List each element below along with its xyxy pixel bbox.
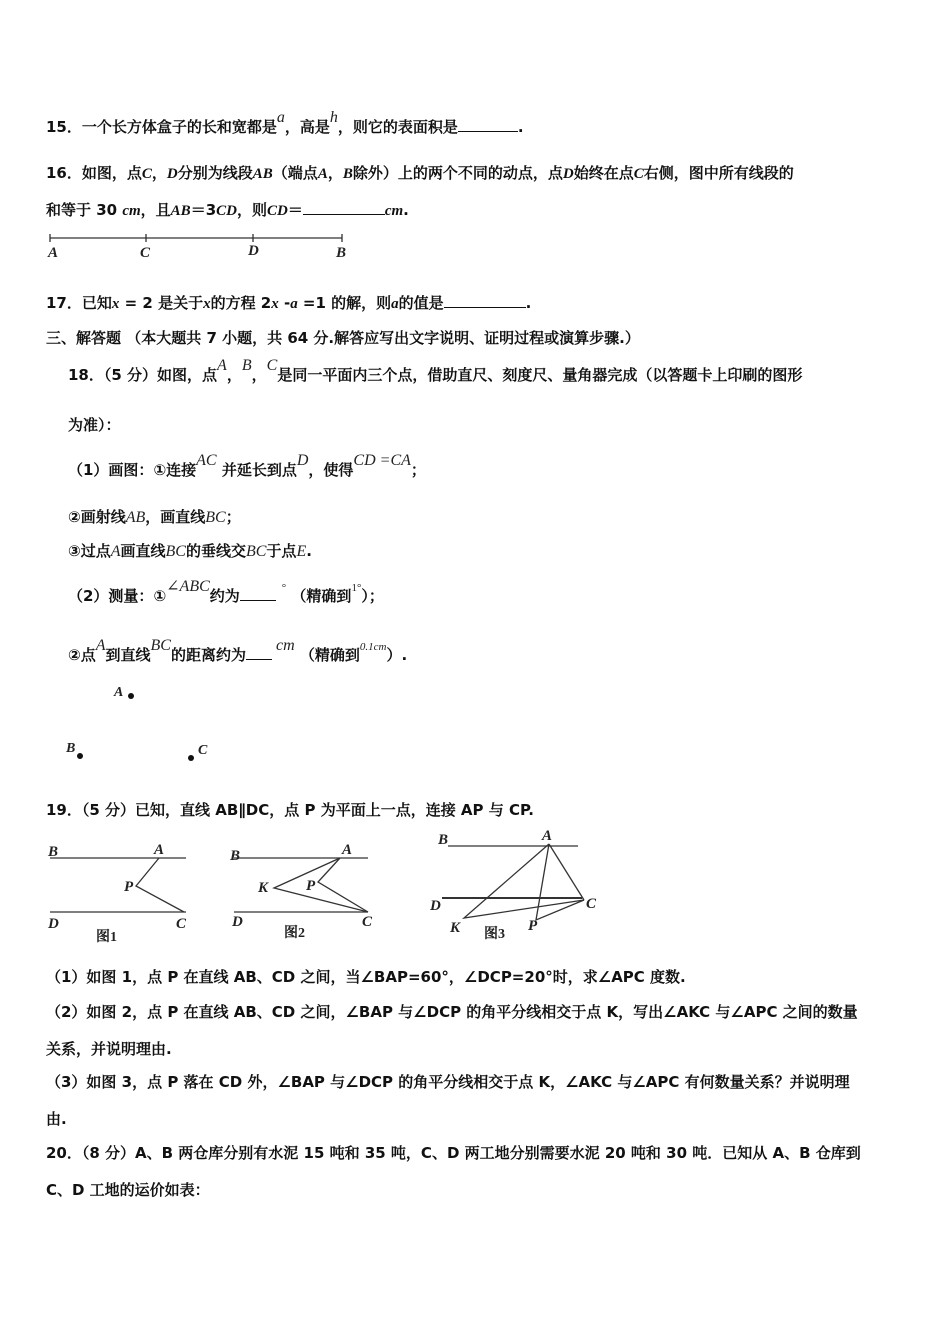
q18-points-figure	[60, 682, 260, 772]
q18-part2-1: （2）测量：①∠ABC约为 ° （精确到$^{1^\circ}$）；	[68, 578, 384, 605]
answer-blank	[458, 117, 518, 132]
svg-text:B: B	[438, 832, 449, 848]
svg-text:C: C	[586, 896, 597, 912]
q19-part2: （2）如图 2，点 P 在直线 AB、CD 之间，∠BAP 与∠DCP 的角平分线相交于点 K，写出∠AKC 与∠APC 之间的数量	[46, 1003, 858, 1021]
point-B	[77, 753, 83, 759]
q19-part3: （3）如图 3，点 P 落在 CD 外，∠BAP 与∠DCP 的角平分线相交于点 K，∠AKC 与∠APC 有何数量关系？并说明理	[46, 1073, 850, 1091]
fig-label-2: 图2	[284, 926, 305, 941]
q18-part2-2: ②点A到直线BC的距离约为cm （精确到$^{0.1cm}$）.	[68, 637, 408, 664]
q19-figure-2	[228, 838, 398, 948]
q19-figure-3	[428, 826, 608, 946]
q18-part1-2: ②画射线AB，画直线BC；	[68, 508, 241, 526]
svg-text:A: A	[154, 842, 165, 858]
answer-blank	[246, 645, 272, 660]
q19-part2-line2: 关系，并说明理由.	[46, 1040, 172, 1058]
fig-label-1: 图1	[96, 930, 117, 945]
svg-text:D: D	[48, 916, 59, 932]
fig-label-3: 图3	[484, 927, 505, 942]
question-18: 18．（5 分）如图，点A，B，C是同一平面内三个点，借助直尺、刻度尺、量角器完成（以答题卡上印刷的图形	[68, 357, 803, 384]
label-B: B	[336, 245, 347, 261]
svg-text:P: P	[124, 879, 134, 895]
segment-figure-q16	[46, 232, 366, 262]
q18-part1: （1）画图：①连接AC 并延长到点D，使得CD =CA；	[68, 452, 426, 479]
answer-blank	[444, 293, 526, 308]
section-3-title: 三、解答题 （本大题共 7 小题，共 64 分.解答应写出文字说明、证明过程或演算步骤.）	[46, 329, 640, 347]
math-a: a	[276, 109, 285, 126]
question-19: 19．（5 分）已知，直线 AB∥DC，点 P 为平面上一点，连接 AP 与 CP.	[46, 801, 534, 819]
svg-text:B: B	[48, 844, 59, 860]
point-label-C: C	[198, 743, 208, 758]
question-20-line2: C、D 工地的运价如表：	[46, 1181, 210, 1199]
svg-text:B: B	[230, 848, 241, 864]
svg-text:C: C	[362, 914, 373, 930]
svg-text:D: D	[430, 898, 441, 914]
math-h: h	[329, 109, 338, 126]
svg-text:A: A	[542, 828, 553, 844]
q19-part3-line2: 由.	[46, 1110, 67, 1128]
answer-blank	[303, 200, 385, 215]
svg-text:P: P	[306, 878, 316, 894]
question-15: 15．一个长方体盒子的长和宽都是a，高是h，则它的表面积是 .	[46, 109, 524, 136]
q19-figure-1	[44, 838, 204, 948]
point-A	[128, 693, 134, 699]
svg-text:C: C	[176, 916, 187, 932]
question-20: 20．（8 分）A、B 两仓库分别有水泥 15 吨和 35 吨，C、D 两工地分别需要水泥 20 吨和 30 吨．已知从 A、B 仓库到	[46, 1144, 861, 1162]
svg-text:K: K	[258, 880, 269, 896]
svg-text:P: P	[528, 918, 538, 934]
point-label-B: B	[66, 741, 76, 756]
question-17: 17．已知x = 2 是关于x的方程 2x -a =1 的解，则a的值是 .	[46, 294, 532, 312]
label-A: A	[48, 245, 59, 261]
svg-text:K: K	[450, 920, 461, 936]
question-16: 16．如图，点C，D分别为线段AB（端点A，B除外）上的两个不同的动点，点D始终在点C右侧，图中所有线段的	[46, 164, 794, 182]
q18-part1-3: ③过点A画直线BC的垂线交BC于点E.	[68, 542, 312, 560]
svg-text:A: A	[342, 842, 353, 858]
point-label-A: A	[114, 685, 124, 700]
label-C: C	[140, 245, 151, 261]
answer-blank	[240, 586, 276, 601]
question-16-line2: 和等于 30 cm，且AB＝3CD，则CD＝ cm.	[46, 201, 409, 219]
q19-part1: （1）如图 1，点 P 在直线 AB、CD 之间，当∠BAP=60°，∠DCP=20°时，求∠APC 度数.	[46, 968, 686, 986]
label-D: D	[248, 243, 259, 259]
svg-text:D: D	[232, 914, 243, 930]
question-18-line2: 为准）：	[68, 416, 121, 434]
point-C	[188, 755, 194, 761]
